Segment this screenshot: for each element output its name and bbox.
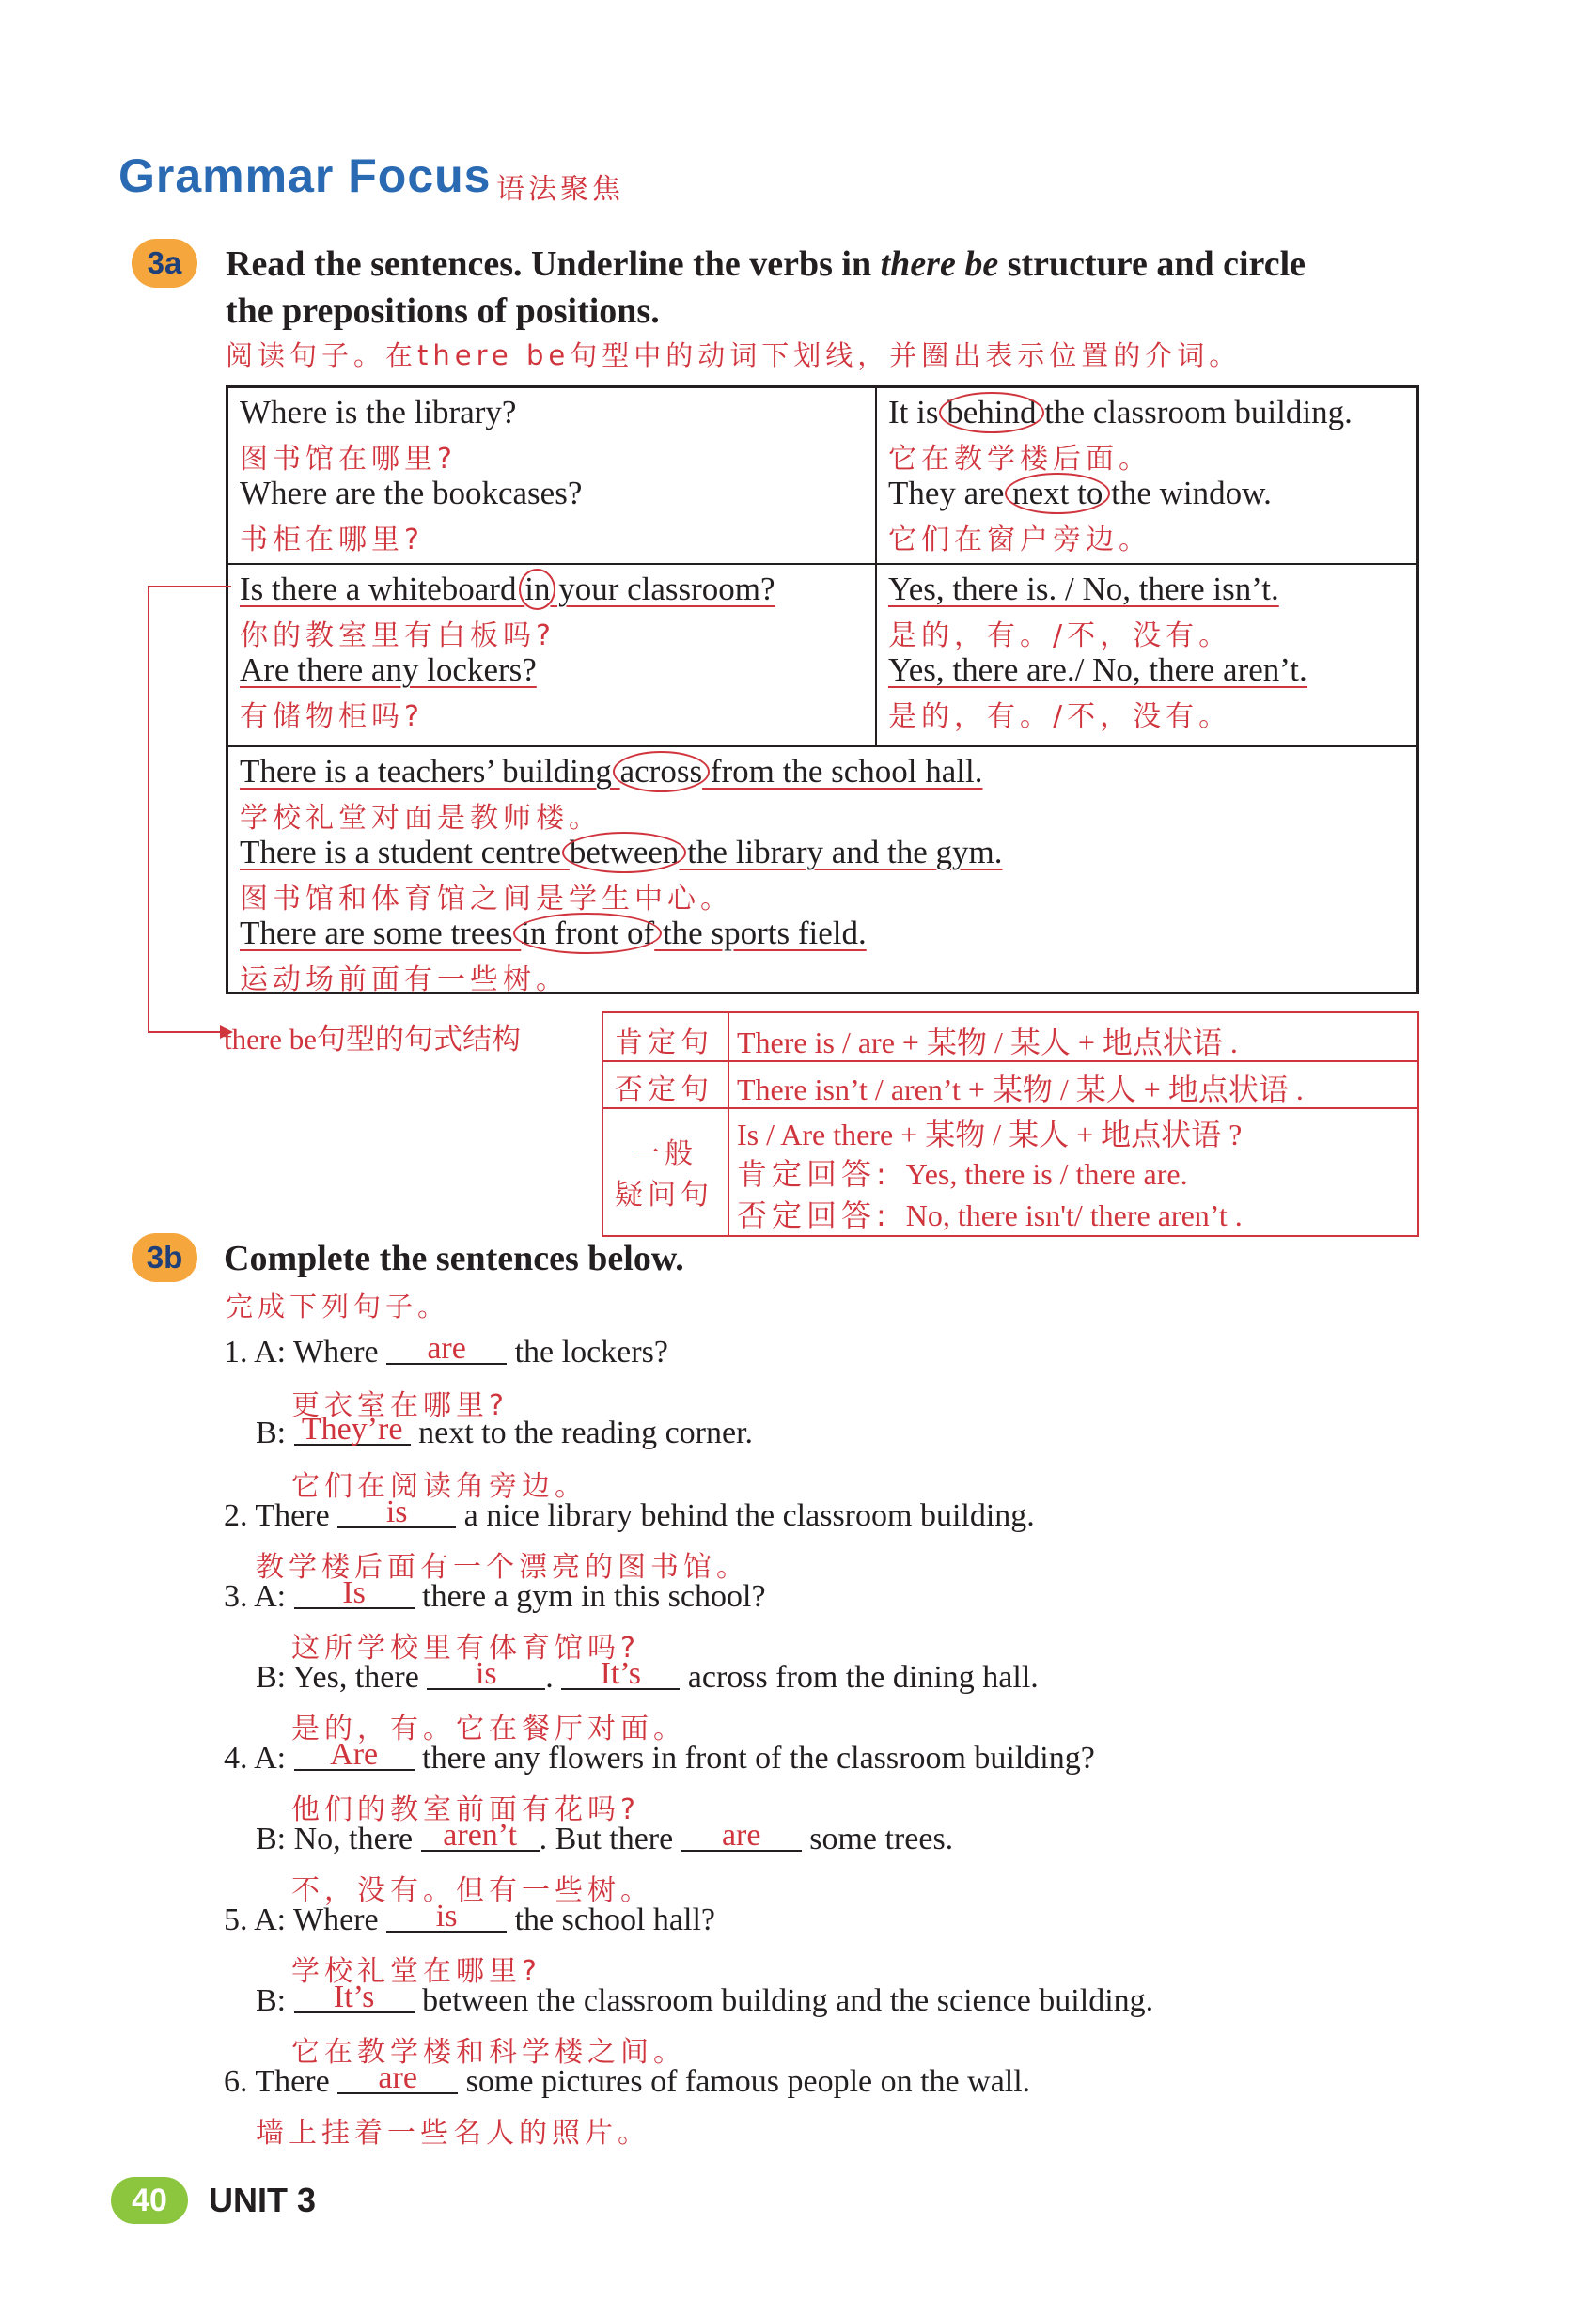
- unit-label: UNIT 3: [209, 2181, 317, 2219]
- table-question: Where is the library?: [240, 394, 517, 430]
- question-yes: 肯定回答: Yes, there is / there are.: [737, 1156, 1188, 1192]
- page-number: 40: [111, 2177, 188, 2224]
- exercise-cn: 是的，有。它在餐厅对面。: [291, 1713, 686, 1745]
- table-answer: It is behind the classroom building.: [888, 394, 1353, 431]
- answer-blank[interactable]: is: [337, 1498, 456, 1528]
- exercise-cn: 这所学校里有体育馆吗?: [291, 1632, 640, 1665]
- answer-blank[interactable]: are: [681, 1822, 802, 1852]
- exercise-line: 2. There is a nice library behind the classroom building.: [224, 1495, 1035, 1533]
- badge-3b: 3b: [132, 1233, 197, 1282]
- structure-table: [602, 1011, 1419, 1237]
- instruction-3a-line2: the prepositions of positions.: [226, 291, 660, 331]
- exercise-cn: 不，没有。但有一些树。: [291, 1874, 653, 1907]
- exercise-cn: 更衣室在哪里?: [291, 1389, 509, 1422]
- badge-3a: 3a: [132, 239, 197, 288]
- exercise-line: B: It’s between the classroom building and the science building.: [256, 1980, 1154, 2018]
- negative-pattern: There isn’t / aren’t + 某物 / 某人 + 地点状语 .: [737, 1072, 1304, 1106]
- instruction-3b-cn: 完成下列句子。: [226, 1291, 450, 1323]
- affirmative-pattern: There is / are + 某物 / 某人 + 地点状语 .: [737, 1025, 1238, 1059]
- table-sentence-cn: 学校礼堂对面是教师楼。: [240, 802, 602, 835]
- table-sentence-cn: 图书馆和体育馆之间是学生中心。: [240, 883, 733, 916]
- table-answer-cn: 它们在窗户旁边。: [888, 524, 1151, 556]
- question-label: 一般: [632, 1137, 697, 1170]
- answer-blank[interactable]: is: [427, 1660, 545, 1690]
- table-question-cn: 书柜在哪里?: [240, 524, 424, 556]
- answer-blank[interactable]: It’s: [294, 1983, 415, 2013]
- negative-label: 否定句: [615, 1073, 713, 1106]
- table-answer-cn: 是的，有。/不，没有。: [888, 700, 1232, 733]
- table-answer: Yes, there is. / No, there isn’t.: [888, 571, 1279, 607]
- answer-blank[interactable]: are: [337, 2064, 458, 2094]
- table-sentence: There is a teachers’ building across from the school hall.: [240, 753, 982, 790]
- exercise-line: B: No, there aren’t . But there are some trees.: [256, 1818, 954, 1856]
- answer-blank[interactable]: aren’t: [421, 1822, 540, 1852]
- answer-blank[interactable]: Is: [294, 1579, 415, 1609]
- grammar-table: [226, 385, 1419, 994]
- exercise-cn: 它在教学楼和科学楼之间。: [291, 2036, 686, 2069]
- question-pattern: Is / Are there + 某物 / 某人 + 地点状语 ?: [737, 1118, 1243, 1151]
- connector-arrow-icon: [141, 573, 235, 1043]
- table-answer: They are next to the window.: [888, 475, 1272, 512]
- table-question-cn: 图书馆在哪里?: [240, 443, 457, 476]
- question-no: 否定回答: No, there isn't/ there aren’t .: [737, 1197, 1243, 1233]
- exercise-line: 1. A: Where are the lockers?: [224, 1331, 668, 1370]
- affirmative-label: 肯定句: [615, 1026, 713, 1059]
- exercise-cn: 教学楼后面有一个漂亮的图书馆。: [256, 1551, 749, 1584]
- structure-label: there be句型的句式结构: [224, 1023, 521, 1056]
- exercise-cn: 墙上挂着一些名人的照片。: [256, 2117, 650, 2150]
- exercise-cn: 它们在阅读角旁边。: [291, 1470, 587, 1503]
- table-answer-cn: 它在教学楼后面。: [888, 443, 1151, 476]
- answer-blank[interactable]: are: [386, 1335, 507, 1365]
- exercise-line: 6. There are some pictures of famous people on the wall.: [224, 2060, 1031, 2099]
- table-question-cn: 你的教室里有白板吗?: [240, 619, 555, 652]
- exercise-line: 3. A: Is there a gym in this school?: [224, 1575, 766, 1614]
- answer-blank[interactable]: Are: [294, 1741, 415, 1771]
- table-answer: Yes, there are./ No, there aren’t.: [888, 651, 1307, 688]
- table-sentence-cn: 运动场前面有一些树。: [240, 963, 569, 996]
- table-question: Are there any lockers?: [240, 651, 537, 688]
- table-sentence: There is a student centre between the library and the gym.: [240, 834, 1003, 871]
- exercise-line: 4. A: Are there any flowers in front of the classroom building?: [224, 1737, 1095, 1776]
- exercise-cn: 学校礼堂在哪里?: [291, 1955, 541, 1988]
- exercise-cn: 他们的教室前面有花吗?: [291, 1793, 640, 1826]
- section-title: Grammar Focus: [118, 149, 492, 202]
- answer-blank[interactable]: It’s: [561, 1660, 680, 1690]
- section-title-cn: 语法聚焦: [496, 173, 624, 206]
- table-answer-cn: 是的，有。/不，没有。: [888, 619, 1232, 652]
- exercise-line: B: They’re next to the reading corner.: [256, 1412, 754, 1450]
- exercise-line: B: Yes, there is . It’s across from the dining hall.: [256, 1656, 1039, 1695]
- answer-blank[interactable]: They’re: [294, 1416, 411, 1446]
- instruction-3a-cn: 阅读句子。在there be句型中的动词下划线，并圈出表示位置的介词。: [226, 339, 1242, 371]
- table-question: Is there a whiteboard in your classroom?: [240, 571, 775, 608]
- instruction-3b: Complete the sentences below.: [224, 1239, 684, 1278]
- table-question-cn: 有储物柜吗?: [240, 700, 424, 733]
- exercise-line: 5. A: Where is the school hall?: [224, 1899, 715, 1937]
- table-sentence: There are some trees in front of the sports field.: [240, 915, 867, 952]
- instruction-3a-line1: Read the sentences. Underline the verbs in there be structure and circle: [226, 244, 1307, 284]
- table-question: Where are the bookcases?: [240, 475, 583, 511]
- question-label: 疑问句: [615, 1179, 713, 1212]
- answer-blank[interactable]: is: [386, 1902, 507, 1933]
